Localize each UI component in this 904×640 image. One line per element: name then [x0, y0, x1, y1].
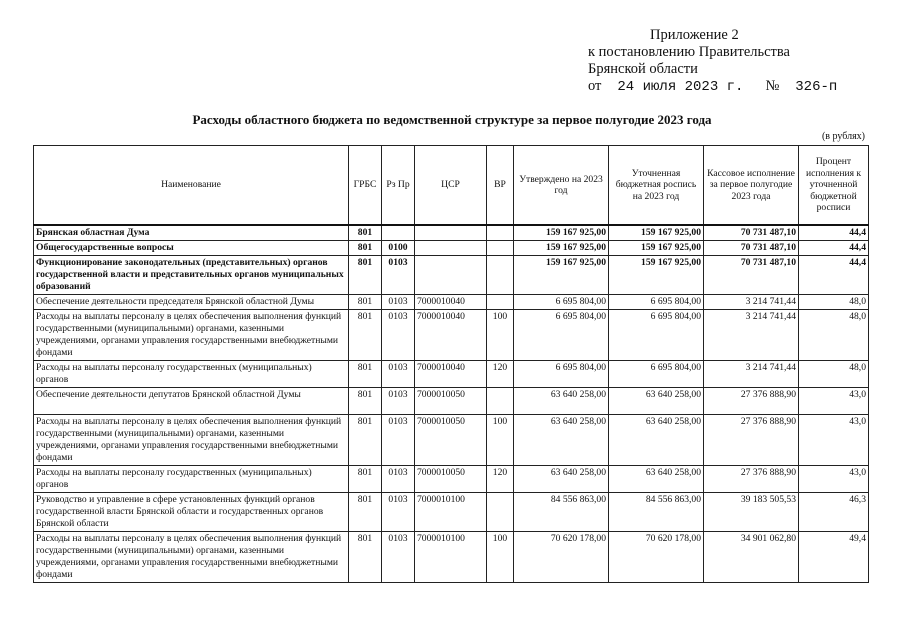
row-revised: 159 167 925,00 — [609, 241, 704, 256]
row-grbs: 801 — [349, 241, 382, 256]
row-csr: 7000010050 — [415, 466, 487, 493]
table-row — [34, 295, 869, 310]
row-vr: 120 — [487, 361, 514, 388]
row-rz-pr: 0103 — [382, 388, 415, 415]
row-grbs: 801 — [349, 361, 382, 388]
appendix-line-region: Брянской области — [588, 61, 698, 77]
row-percent: 44,4 — [799, 241, 869, 256]
header-rz-pr: Рз Пр — [382, 146, 415, 226]
row-rz-pr: 0103 — [382, 493, 415, 532]
table-row — [34, 388, 869, 415]
row-cash: 3 214 741,44 — [704, 361, 799, 388]
row-name: Обеспечение деятельности депутатов Брянской областной Думы — [34, 388, 349, 415]
row-rz-pr: 0103 — [382, 310, 415, 361]
row-name: Расходы на выплаты персоналу в целях обеспечения выполнения функций государственными (муниципальными) органами, казенными учреждениями, органами управления государственными внебюджетными фондами — [34, 415, 349, 466]
row-percent: 48,0 — [799, 361, 869, 388]
row-grbs: 801 — [349, 295, 382, 310]
row-vr: 100 — [487, 310, 514, 361]
units-note: (в рублях) — [821, 131, 865, 142]
row-cash: 70 731 487,10 — [704, 241, 799, 256]
date-prefix: от — [588, 78, 602, 94]
row-cash: 27 376 888,90 — [704, 388, 799, 415]
header-csr: ЦСР — [415, 146, 487, 226]
resolution-number: 326-п — [795, 79, 838, 95]
row-name: Брянская областная Дума — [34, 225, 349, 241]
row-revised: 84 556 863,00 — [609, 493, 704, 532]
row-revised: 6 695 804,00 — [609, 295, 704, 310]
row-grbs: 801 — [349, 225, 382, 241]
row-name: Расходы на выплаты персоналу в целях обеспечения выполнения функций государственными (муниципальными) органами, казенными учреждениями, органами управления государственными внебюджетными фондами — [34, 532, 349, 583]
row-rz-pr: 0103 — [382, 256, 415, 295]
row-cash: 70 731 487,10 — [704, 256, 799, 295]
row-grbs: 801 — [349, 415, 382, 466]
row-cash: 3 214 741,44 — [704, 295, 799, 310]
row-name: Руководство и управление в сфере установленных функций органов государственной власти Брянской области и государственных органов Брянской области — [34, 493, 349, 532]
row-name: Функционирование законодательных (представительных) органов государственной власти и представительных органов муниципальных образований — [34, 256, 349, 295]
row-approved: 70 620 178,00 — [514, 532, 609, 583]
row-vr — [487, 225, 514, 241]
header-vr: ВР — [487, 146, 514, 226]
row-grbs: 801 — [349, 466, 382, 493]
row-grbs: 801 — [349, 532, 382, 583]
row-rz-pr: 0103 — [382, 466, 415, 493]
appendix-line-resolution: к постановлению Правительства — [588, 44, 790, 60]
row-rz-pr: 0100 — [382, 241, 415, 256]
row-revised: 159 167 925,00 — [609, 256, 704, 295]
row-csr: 7000010050 — [415, 415, 487, 466]
row-revised: 159 167 925,00 — [609, 225, 704, 241]
row-approved: 6 695 804,00 — [514, 295, 609, 310]
row-approved: 6 695 804,00 — [514, 310, 609, 361]
row-revised: 70 620 178,00 — [609, 532, 704, 583]
table-row — [34, 466, 869, 493]
row-revised: 63 640 258,00 — [609, 466, 704, 493]
budget-table — [33, 145, 869, 583]
row-revised: 6 695 804,00 — [609, 310, 704, 361]
row-csr: 7000010040 — [415, 295, 487, 310]
row-grbs: 801 — [349, 256, 382, 295]
row-revised: 63 640 258,00 — [609, 388, 704, 415]
row-cash: 3 214 741,44 — [704, 310, 799, 361]
number-sign: № — [765, 78, 780, 94]
row-cash: 27 376 888,90 — [704, 415, 799, 466]
row-vr — [487, 493, 514, 532]
header-approved: Утверждено на 2023 год — [514, 146, 609, 226]
row-approved: 84 556 863,00 — [514, 493, 609, 532]
row-approved: 63 640 258,00 — [514, 466, 609, 493]
row-vr — [487, 256, 514, 295]
header-grbs: ГРБС — [349, 146, 382, 226]
row-percent: 43,0 — [799, 466, 869, 493]
header-percent: Процент исполнения к уточненной бюджетной росписи — [799, 146, 869, 226]
row-percent: 49,4 — [799, 532, 869, 583]
row-revised: 63 640 258,00 — [609, 415, 704, 466]
header-cash: Кассовое исполнение за первое полугодие 2023 года — [704, 146, 799, 226]
row-approved: 63 640 258,00 — [514, 415, 609, 466]
row-vr: 120 — [487, 466, 514, 493]
row-approved: 159 167 925,00 — [514, 241, 609, 256]
row-csr — [415, 256, 487, 295]
row-vr — [487, 295, 514, 310]
row-name: Расходы на выплаты персоналу государственных (муниципальных) органов — [34, 466, 349, 493]
row-approved: 159 167 925,00 — [514, 256, 609, 295]
table-row — [34, 532, 869, 583]
row-name: Общегосударственные вопросы — [34, 241, 349, 256]
row-approved: 63 640 258,00 — [514, 388, 609, 415]
row-name: Расходы на выплаты персоналу в целях обеспечения выполнения функций государственными (муниципальными) органами, казенными учреждениями, органами управления государственными внебюджетными фондами — [34, 310, 349, 361]
table-row — [34, 241, 869, 256]
table-row — [34, 225, 869, 241]
row-rz-pr: 0103 — [382, 295, 415, 310]
row-csr: 7000010100 — [415, 532, 487, 583]
row-cash: 27 376 888,90 — [704, 466, 799, 493]
header-name: Наименование — [34, 146, 349, 226]
row-revised: 6 695 804,00 — [609, 361, 704, 388]
row-rz-pr — [382, 225, 415, 241]
row-csr: 7000010040 — [415, 361, 487, 388]
appendix-date-line — [588, 78, 837, 96]
document-title: Расходы областного бюджета по ведомственной структуре за первое полугодие 2023 года — [192, 112, 712, 127]
row-vr: 100 — [487, 532, 514, 583]
row-name: Обеспечение деятельности председателя Брянской областной Думы — [34, 295, 349, 310]
header-row — [34, 146, 869, 226]
row-rz-pr: 0103 — [382, 415, 415, 466]
row-percent: 43,0 — [799, 388, 869, 415]
row-csr: 7000010040 — [415, 310, 487, 361]
row-percent: 44,4 — [799, 225, 869, 241]
table-row — [34, 493, 869, 532]
row-percent: 48,0 — [799, 310, 869, 361]
row-vr — [487, 241, 514, 256]
row-csr — [415, 241, 487, 256]
row-csr: 7000010100 — [415, 493, 487, 532]
row-vr: 100 — [487, 415, 514, 466]
row-percent: 48,0 — [799, 295, 869, 310]
row-csr — [415, 225, 487, 241]
row-percent: 46,3 — [799, 493, 869, 532]
row-percent: 43,0 — [799, 415, 869, 466]
row-percent: 44,4 — [799, 256, 869, 295]
header-revised: Уточненная бюджетная роспись на 2023 год — [609, 146, 704, 226]
appendix-title: Приложение 2 — [650, 27, 739, 43]
row-vr — [487, 388, 514, 415]
appendix-block — [588, 27, 837, 96]
row-grbs: 801 — [349, 388, 382, 415]
row-name: Расходы на выплаты персоналу государственных (муниципальных) органов — [34, 361, 349, 388]
row-grbs: 801 — [349, 310, 382, 361]
row-approved: 159 167 925,00 — [514, 225, 609, 241]
row-rz-pr: 0103 — [382, 532, 415, 583]
row-cash: 39 183 505,53 — [704, 493, 799, 532]
row-rz-pr: 0103 — [382, 361, 415, 388]
table-row — [34, 310, 869, 361]
row-csr: 7000010050 — [415, 388, 487, 415]
row-cash: 70 731 487,10 — [704, 225, 799, 241]
table-row — [34, 361, 869, 388]
resolution-date: 24 июля 2023 г. — [617, 79, 744, 95]
row-cash: 34 901 062,80 — [704, 532, 799, 583]
table-row — [34, 415, 869, 466]
row-approved: 6 695 804,00 — [514, 361, 609, 388]
table-row — [34, 256, 869, 295]
row-grbs: 801 — [349, 493, 382, 532]
